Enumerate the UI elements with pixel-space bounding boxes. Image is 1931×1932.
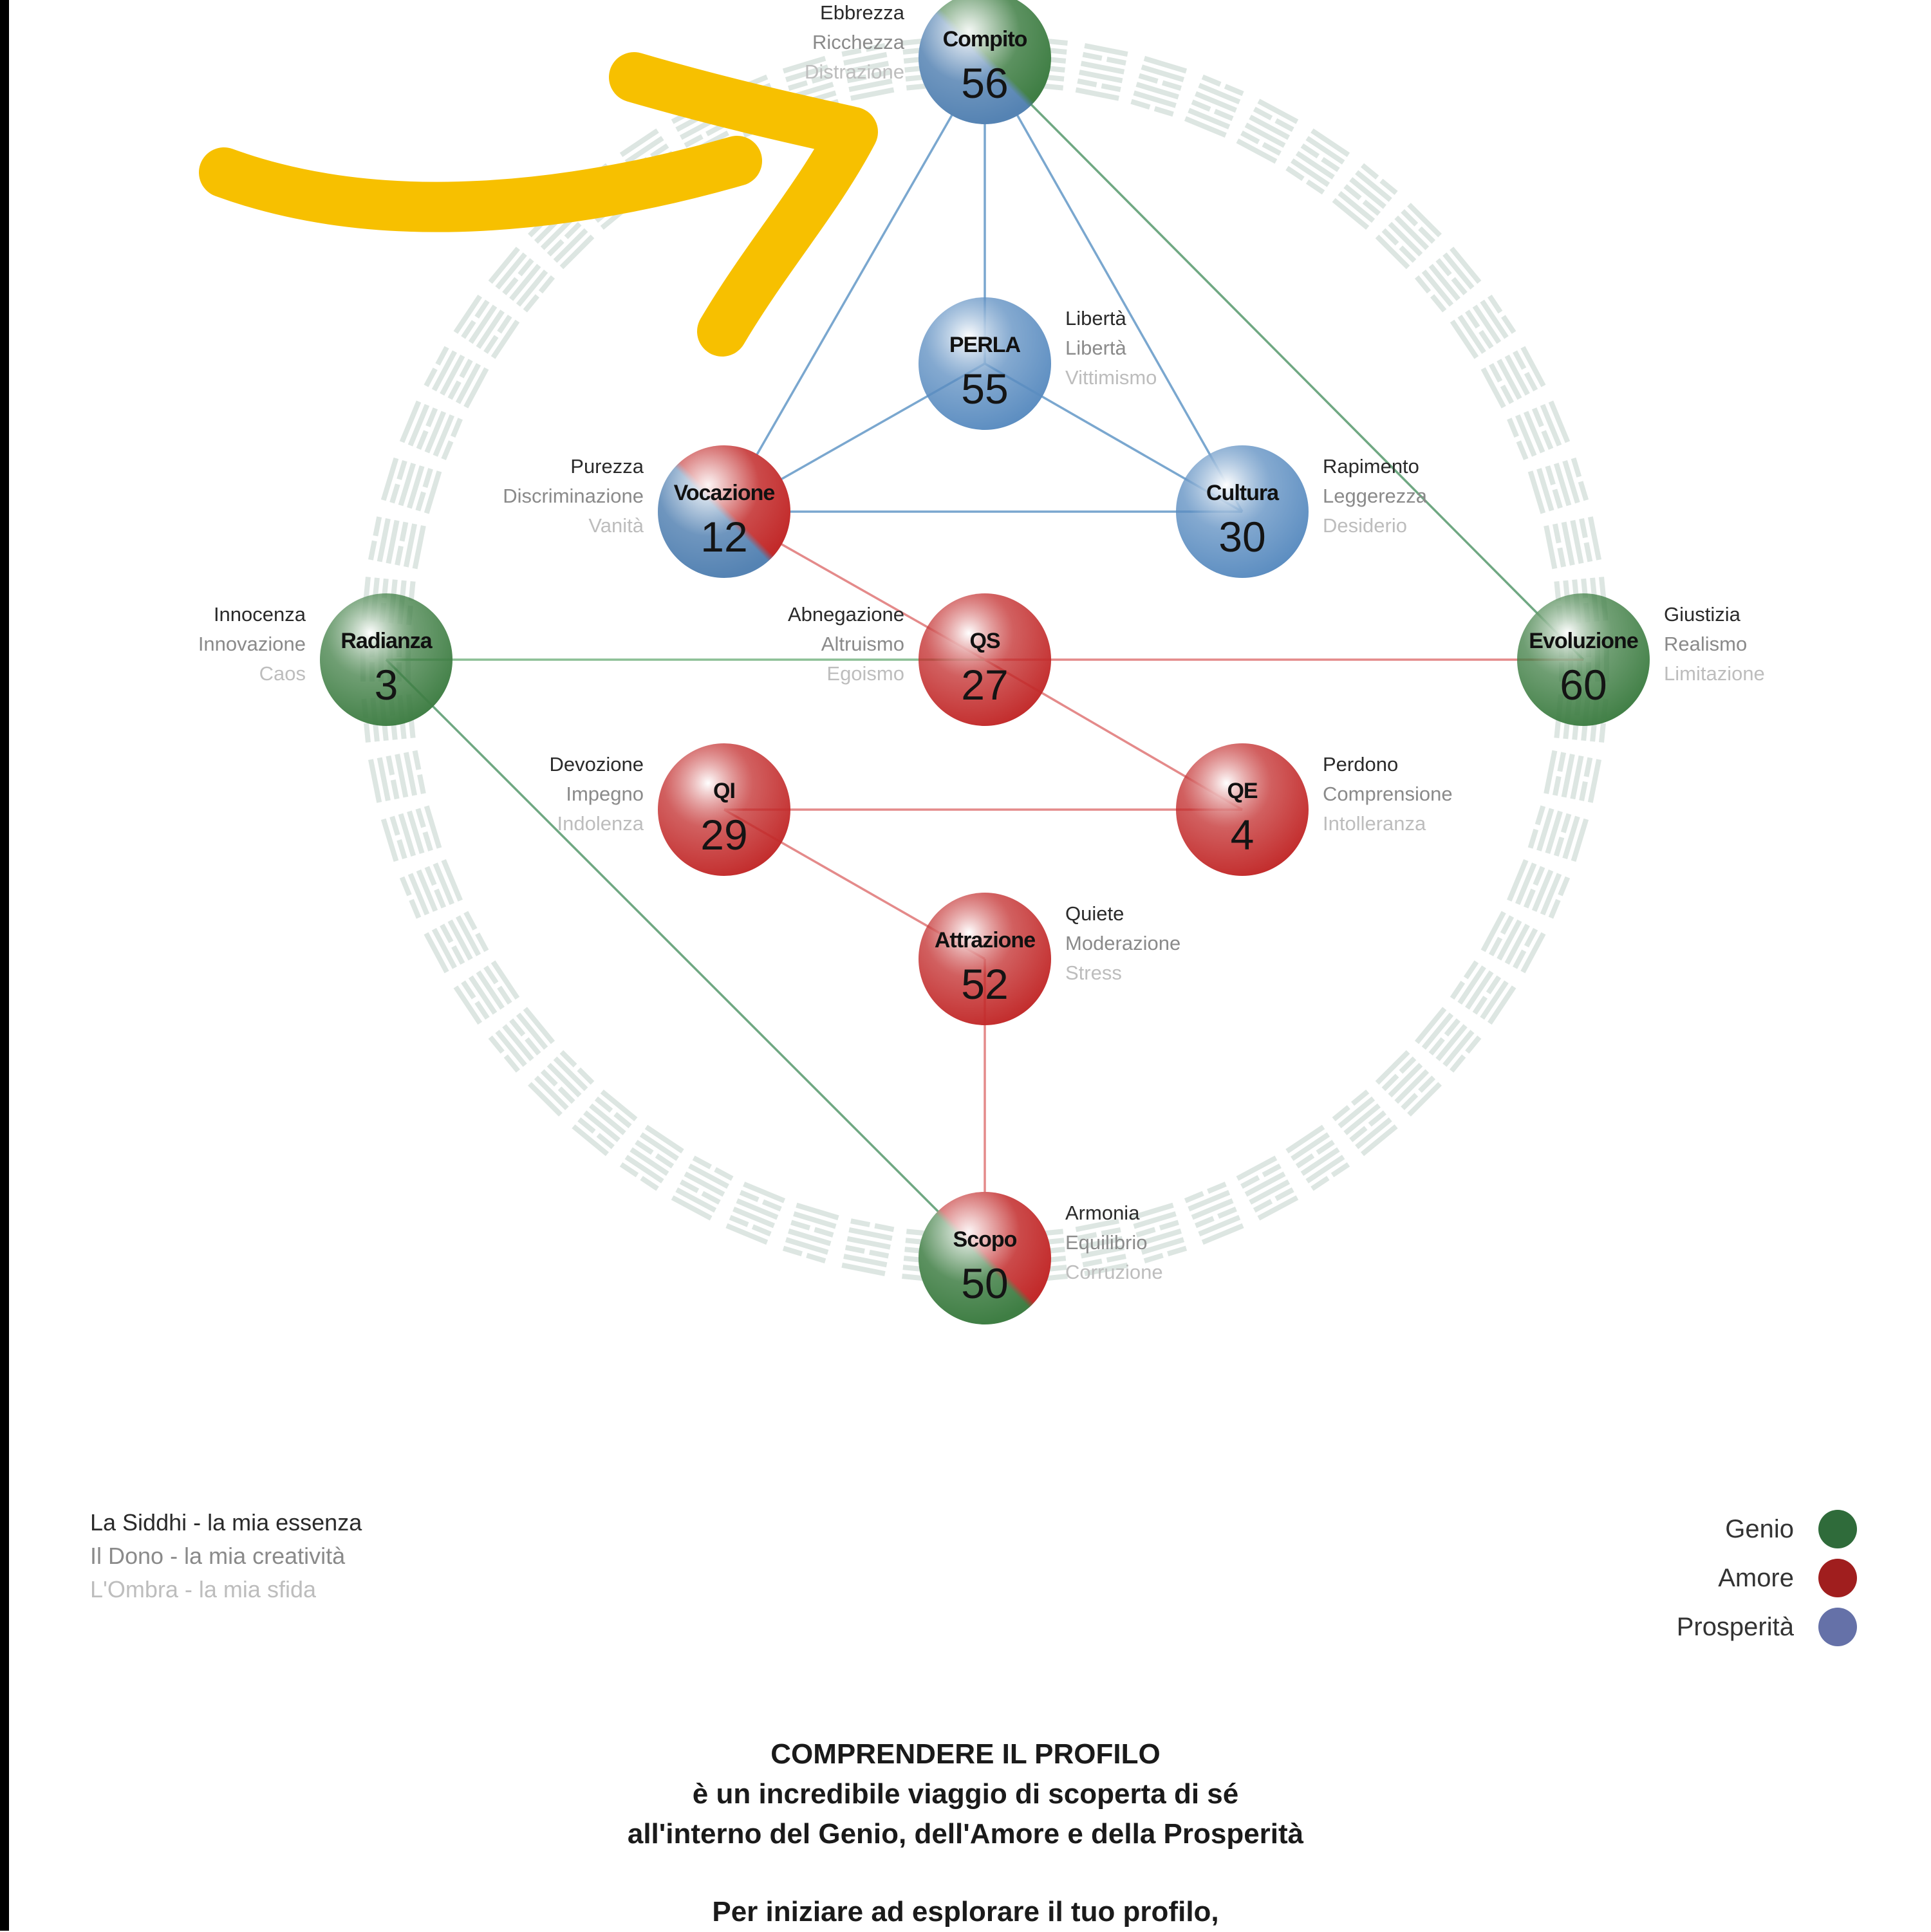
label-ombra-qe: Intolleranza bbox=[1323, 812, 1426, 835]
legend-prosperita bbox=[1677, 1602, 1857, 1651]
label-ombra-compito: Distrazione bbox=[804, 60, 904, 83]
hexagram-glyph bbox=[454, 295, 520, 359]
footer-heading: COMPRENDERE IL PROFILO bbox=[770, 1738, 1161, 1770]
node-number-perla: 55 bbox=[961, 365, 1009, 413]
label-siddhi-compito: Ebbrezza bbox=[820, 1, 904, 24]
footer-line-3: Per iniziare ad esplorare il tuo profilo, bbox=[712, 1896, 1219, 1927]
legend-amore bbox=[1677, 1554, 1857, 1602]
node-qe[interactable] bbox=[1176, 743, 1309, 876]
hexagram-glyph bbox=[489, 1007, 555, 1073]
label-siddhi-cultura: Rapimento bbox=[1323, 455, 1419, 478]
label-dono-vocazione: Discriminazione bbox=[503, 485, 644, 507]
label-dono-radianza: Innovazione bbox=[198, 633, 306, 655]
yellow-arrow-icon bbox=[224, 77, 853, 331]
node-title-attrazione: Attrazione bbox=[934, 928, 1036, 952]
hexagram-glyph bbox=[1376, 1050, 1442, 1117]
legend-siddhi: La Siddhi - la mia essenza bbox=[90, 1509, 362, 1536]
hexagram-glyph bbox=[1184, 75, 1244, 138]
label-siddhi-scopo: Armonia bbox=[1065, 1202, 1140, 1224]
node-title-vocazione: Vocazione bbox=[673, 481, 775, 505]
hexagram-glyph bbox=[424, 911, 489, 974]
node-number-qi: 29 bbox=[700, 811, 748, 859]
node-qs[interactable] bbox=[919, 593, 1051, 726]
label-dono-cultura: Leggerezza bbox=[1323, 485, 1428, 507]
hexagram-glyph bbox=[381, 805, 442, 862]
hexagram-glyph bbox=[454, 960, 520, 1025]
highlight-arrow bbox=[224, 77, 853, 331]
genio-dot-icon bbox=[1818, 1510, 1857, 1548]
footer-line-2: all'interno del Genio, dell'Amore e della Prosperità bbox=[627, 1818, 1304, 1850]
label-ombra-scopo: Corruzione bbox=[1065, 1261, 1163, 1283]
label-siddhi-evoluzione: Giustizia bbox=[1664, 603, 1740, 626]
label-siddhi-qs: Abnegazione bbox=[788, 603, 904, 626]
node-title-cultura: Cultura bbox=[1206, 481, 1278, 505]
node-cultura[interactable] bbox=[1176, 445, 1309, 578]
hexagram-glyph bbox=[1130, 56, 1187, 116]
node-number-cultura: 30 bbox=[1218, 513, 1266, 561]
label-ombra-radianza: Caos bbox=[259, 662, 306, 685]
node-number-qe: 4 bbox=[1230, 811, 1255, 859]
node-qi[interactable] bbox=[658, 743, 790, 876]
hexagram-glyph bbox=[572, 1090, 637, 1156]
hexagram-glyph bbox=[1507, 400, 1570, 460]
hexagram-glyph bbox=[841, 1218, 894, 1276]
hexagram-glyph bbox=[1481, 346, 1546, 409]
hexagram-glyph bbox=[1236, 99, 1299, 164]
edge-radianza-scopo bbox=[386, 660, 985, 1258]
hexagram-glyph bbox=[1481, 911, 1546, 974]
hexagram-glyph bbox=[1450, 295, 1516, 359]
hexagram-glyph bbox=[381, 458, 442, 514]
node-scopo[interactable] bbox=[919, 1192, 1051, 1324]
label-siddhi-perla: Libertà bbox=[1065, 307, 1126, 330]
label-ombra-cultura: Desiderio bbox=[1323, 514, 1407, 537]
legend-genio-label: Genio bbox=[1725, 1514, 1794, 1543]
label-siddhi-attrazione: Quiete bbox=[1065, 902, 1124, 925]
hexagram-glyph bbox=[1076, 43, 1128, 101]
hexagram-glyph bbox=[368, 516, 426, 569]
label-dono-evoluzione: Realismo bbox=[1664, 633, 1748, 655]
hexagram-glyph bbox=[1415, 246, 1481, 312]
hexagram-glyph bbox=[620, 1125, 684, 1191]
hexagram-glyph bbox=[528, 1050, 594, 1117]
node-perla[interactable] bbox=[919, 297, 1051, 430]
prosperita-dot-icon bbox=[1818, 1608, 1857, 1646]
amore-dot-icon bbox=[1818, 1559, 1857, 1597]
label-dono-qi: Impegno bbox=[566, 783, 644, 805]
node-number-compito: 56 bbox=[961, 59, 1009, 107]
hexagram-glyph bbox=[1285, 129, 1350, 195]
label-dono-attrazione: Moderazione bbox=[1065, 932, 1181, 954]
label-ombra-perla: Vittimismo bbox=[1065, 366, 1157, 389]
color-legend bbox=[1677, 1505, 1857, 1651]
label-siddhi-vocazione: Purezza bbox=[570, 455, 644, 478]
legend-prosperita-label: Prosperità bbox=[1676, 1612, 1794, 1641]
node-evoluzione[interactable] bbox=[1517, 593, 1650, 726]
label-ombra-qs: Egoismo bbox=[826, 662, 904, 685]
label-dono-qe: Comprensione bbox=[1323, 783, 1453, 805]
hexagram-glyph bbox=[1184, 1182, 1244, 1245]
footer-cta bbox=[0, 1892, 1931, 1932]
node-number-qs: 27 bbox=[961, 661, 1009, 709]
hexagram-glyph bbox=[400, 400, 463, 460]
hexagram-glyph bbox=[1332, 163, 1398, 230]
hexagram-glyph bbox=[1332, 1090, 1398, 1156]
node-title-qs: QS bbox=[969, 629, 1000, 653]
hexagram-glyph bbox=[489, 246, 555, 312]
label-dono-compito: Ricchezza bbox=[812, 31, 904, 53]
node-vocazione[interactable] bbox=[658, 445, 790, 578]
legend-dono: Il Dono - la mia creatività bbox=[90, 1543, 346, 1569]
legend-ombra: L'Ombra - la mia sfida bbox=[90, 1576, 316, 1602]
legend-amore-label: Amore bbox=[1718, 1563, 1794, 1592]
footer-line-1: è un incredibile viaggio di scoperta di sé bbox=[692, 1778, 1239, 1810]
node-number-vocazione: 12 bbox=[700, 513, 748, 561]
node-number-radianza: 3 bbox=[374, 661, 398, 709]
node-title-perla: PERLA bbox=[949, 333, 1021, 357]
label-ombra-evoluzione: Limitazione bbox=[1664, 662, 1765, 685]
hexagram-glyph bbox=[725, 1182, 785, 1245]
node-attrazione[interactable] bbox=[919, 893, 1051, 1025]
node-title-qe: QE bbox=[1227, 779, 1258, 803]
label-siddhi-qe: Perdono bbox=[1323, 753, 1399, 776]
label-ombra-qi: Indolenza bbox=[557, 812, 644, 835]
footer-intro bbox=[0, 1734, 1931, 1854]
label-ombra-vocazione: Vanità bbox=[588, 514, 644, 537]
hexagram-glyph bbox=[1544, 750, 1601, 803]
label-ombra-attrazione: Stress bbox=[1065, 961, 1122, 984]
hexagram-glyph bbox=[1236, 1156, 1299, 1221]
node-title-scopo: Scopo bbox=[953, 1227, 1017, 1252]
node-title-evoluzione: Evoluzione bbox=[1529, 629, 1638, 653]
hexagram-glyph bbox=[1415, 1007, 1481, 1073]
hexagram-glyph bbox=[1376, 203, 1442, 269]
hexagram-glyph bbox=[368, 750, 426, 803]
hexagram-glyph bbox=[1285, 1125, 1350, 1191]
label-dono-qs: Altruismo bbox=[821, 633, 904, 655]
hexagram-glyph bbox=[671, 1156, 734, 1221]
hexagram-glyph bbox=[1544, 516, 1601, 569]
hexagram-glyph bbox=[783, 1203, 839, 1263]
node-number-attrazione: 52 bbox=[961, 960, 1009, 1008]
node-title-compito: Compito bbox=[942, 27, 1027, 51]
label-dono-perla: Libertà bbox=[1065, 337, 1126, 359]
hexagram-glyph bbox=[1528, 458, 1589, 514]
hexagram-glyph bbox=[400, 859, 463, 919]
hexagram-glyph bbox=[1528, 805, 1589, 862]
label-siddhi-qi: Devozione bbox=[549, 753, 644, 776]
layer-legend bbox=[90, 1506, 362, 1606]
node-number-evoluzione: 60 bbox=[1560, 661, 1607, 709]
node-title-radianza: Radianza bbox=[340, 629, 432, 653]
node-radianza[interactable] bbox=[320, 593, 452, 726]
label-dono-scopo: Equilibrio bbox=[1065, 1231, 1148, 1254]
node-title-qi: QI bbox=[713, 779, 735, 803]
label-siddhi-radianza: Innocenza bbox=[213, 603, 306, 626]
node-number-scopo: 50 bbox=[961, 1259, 1009, 1307]
hexagram-glyph bbox=[1450, 960, 1516, 1025]
legend-genio bbox=[1677, 1505, 1857, 1554]
hexagram-glyph bbox=[1507, 859, 1570, 919]
hexagram-glyph bbox=[424, 346, 489, 409]
